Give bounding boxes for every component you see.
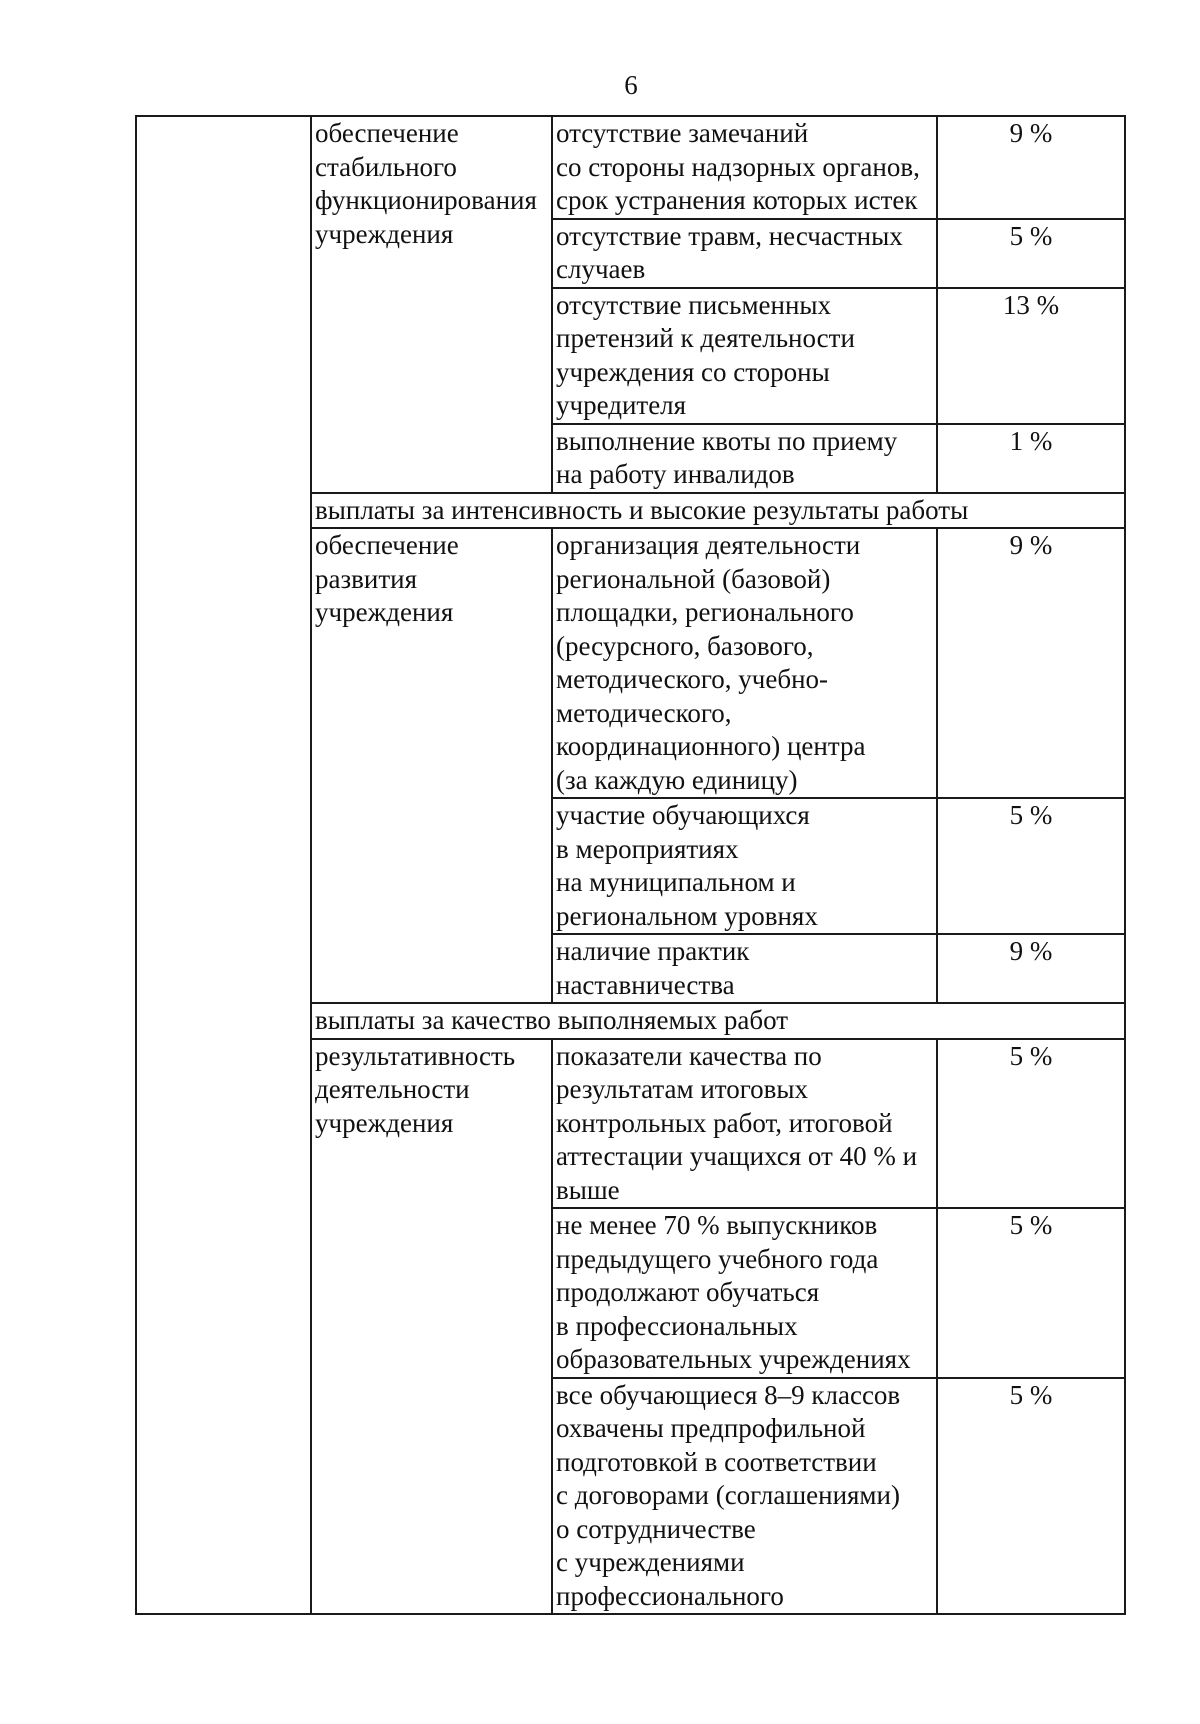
page-number: 6 [624, 70, 638, 100]
value-cell: 9 % [937, 116, 1125, 219]
table-row [136, 116, 1125, 219]
value-cell: 1 % [937, 424, 1125, 493]
indicator-cell: участие обучающихся в мероприятиях на муниципальном и региональном уровнях [552, 798, 937, 934]
value-cell: 5 % [937, 1208, 1125, 1378]
indicator-cell: выполнение квоты по приему на работу инвалидов [552, 424, 937, 493]
indicator-cell: отсутствие замечаний со стороны надзорных органов, срок устранения которых истек [552, 116, 937, 219]
value-cell: 5 % [937, 1378, 1125, 1615]
criteria-table [135, 115, 1126, 1615]
value-cell: 9 % [937, 934, 1125, 1003]
indicator-cell: показатели качества по результатам итоговых контрольных работ, итоговой аттестации учащихся от 40 % и выше [552, 1039, 937, 1209]
criterion-cell: обеспечение развития учреждения [311, 528, 552, 1003]
indicator-cell: не менее 70 % выпускников предыдущего учебного года продолжают обучаться в профессиональных образовательных учреждениях [552, 1208, 937, 1378]
indicator-cell: отсутствие письменных претензий к деятельности учреждения со стороны учредителя [552, 288, 937, 424]
value-cell: 9 % [937, 528, 1125, 798]
section-heading: выплаты за интенсивность и высокие результаты работы [311, 493, 1125, 529]
value-cell: 5 % [937, 219, 1125, 288]
value-cell: 5 % [937, 1039, 1125, 1209]
value-cell: 5 % [937, 798, 1125, 934]
indicator-cell: все обучающиеся 8–9 классов охвачены предпрофильной подготовкой в соответствии с договорами (соглашениями) о сотрудничестве с учреждениями профессионального [552, 1378, 937, 1615]
criterion-cell: результативность деятельности учреждения [311, 1039, 552, 1615]
value-cell: 13 % [937, 288, 1125, 424]
section-heading: выплаты за качество выполняемых работ [311, 1003, 1125, 1039]
empty-position-cell [136, 116, 311, 1614]
indicator-cell: организация деятельности региональной (базовой) площадки, регионального (ресурсного, базового, методического, учебно- методического, координационного) центра (за каждую единицу) [552, 528, 937, 798]
indicator-cell: отсутствие травм, несчастных случаев [552, 219, 937, 288]
indicator-cell: наличие практик наставничества [552, 934, 937, 1003]
criterion-cell: обеспечение стабильного функционирования учреждения [311, 116, 552, 493]
